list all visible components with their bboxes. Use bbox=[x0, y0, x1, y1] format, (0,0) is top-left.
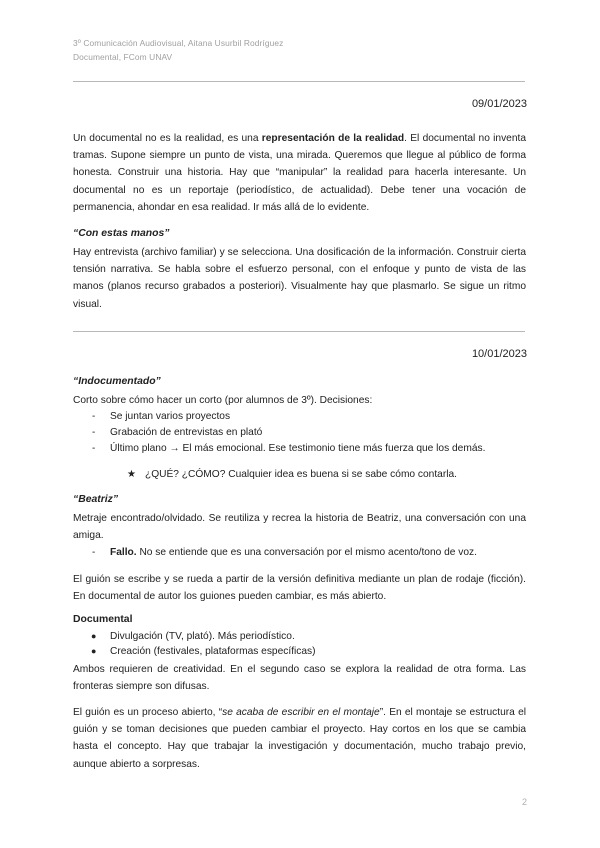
heading-documental: Documental bbox=[73, 614, 133, 625]
paragraph-creatividad: Ambos requieren de creatividad. En el segundo caso se explora la realidad de otra forma. Las fronteras siempre son difusas. bbox=[73, 664, 526, 693]
dash-marker: - bbox=[92, 547, 96, 558]
heading-beatriz: “Beatriz” bbox=[73, 494, 119, 505]
list-item-fallo: Fallo. No se entiende que es una conversación por el mismo acento/tono de voz. bbox=[110, 547, 477, 558]
star-icon: ★ bbox=[127, 469, 136, 480]
paragraph-proceso-abierto: El guión es un proceso abierto, “se acaba de escribir en el montaje”. En el montaje se estructura el guión y se toman decisiones que pueden cambiar el proyecto. Hay cortos en los que se cambia hasta el concepto. Hay que trabajar la investigación y documentación, mucho trabajo previo, aunque abierto a sorpresas. bbox=[73, 707, 526, 770]
header-course-line: Documental, FCom UNAV bbox=[73, 52, 173, 62]
dash-marker: - bbox=[92, 411, 96, 422]
list-item: Divulgación (TV, plató). Más periodístico. bbox=[110, 631, 295, 642]
heading-con-estas-manos: “Con estas manos” bbox=[73, 228, 170, 239]
divider-middle bbox=[73, 331, 525, 332]
list-item: Grabación de entrevistas en plató bbox=[110, 427, 263, 438]
heading-indocumentado: “Indocumentado” bbox=[73, 376, 161, 387]
bullet-marker: ● bbox=[91, 646, 97, 656]
paragraph-definition: Un documental no es la realidad, es una representación de la realidad. El documental no inventa tramas. Supone siempre un punto de vista, una mirada. Queremos que llegue al público de forma honesta. Construir una historia. Hay que “manipular” la realidad para hacerla interesante. Un documental no es un reportaje (periodístico, de actualidad). Debe tener una vocación de permanencia, ahondar en esa realidad. Ir más allá de lo evidente. bbox=[73, 133, 527, 213]
paragraph-guion: El guión se escribe y se rueda a partir de la versión definitiva mediante un plan de rodaje (ficción). En documental de autor los guiones pueden cambiar, es más abierto. bbox=[73, 574, 526, 603]
star-list-item: ¿QUÉ? ¿CÓMO? Cualquier idea es buena si se sabe cómo contarla. bbox=[145, 469, 457, 480]
entry-date-1: 09/01/2023 bbox=[471, 98, 527, 110]
list-item: Se juntan varios proyectos bbox=[110, 411, 231, 422]
list-item: Creación (festivales, plataformas específicas) bbox=[110, 646, 316, 657]
paragraph-indocumentado: Corto sobre cómo hacer un corto (por alumnos de 3º). Decisiones: bbox=[73, 395, 373, 406]
dash-marker: - bbox=[92, 427, 96, 438]
bullet-marker: ● bbox=[91, 631, 97, 641]
header-author-line: 3º Comunicación Audiovisual, Aitana Usurbil Rodríguez bbox=[73, 38, 284, 48]
dash-marker: - bbox=[92, 443, 96, 454]
paragraph-beatriz: Metraje encontrado/olvidado. Se reutiliza y recrea la historia de Beatriz, una conversación con una amiga. bbox=[73, 513, 526, 542]
bold-term: representación de la realidad bbox=[261, 133, 405, 144]
entry-date-2: 10/01/2023 bbox=[471, 348, 527, 360]
paragraph-con-estas-manos: Hay entrevista (archivo familiar) y se selecciona. Una dosificación de la información. Construir cierta tensión narrativa. Se habla sobre el esfuerzo personal, con el enfoque y punto de vista de las manos (planos recurso grabados a posteriori). Visualmente hay que plasmarlo. Se sigue un ritmo visual. bbox=[73, 247, 526, 310]
list-item: Último plano → El más emocional. Ese testimonio tiene más fuerza que los demás. bbox=[110, 443, 486, 454]
divider-top bbox=[73, 81, 525, 82]
page-number: 2 bbox=[521, 797, 527, 807]
